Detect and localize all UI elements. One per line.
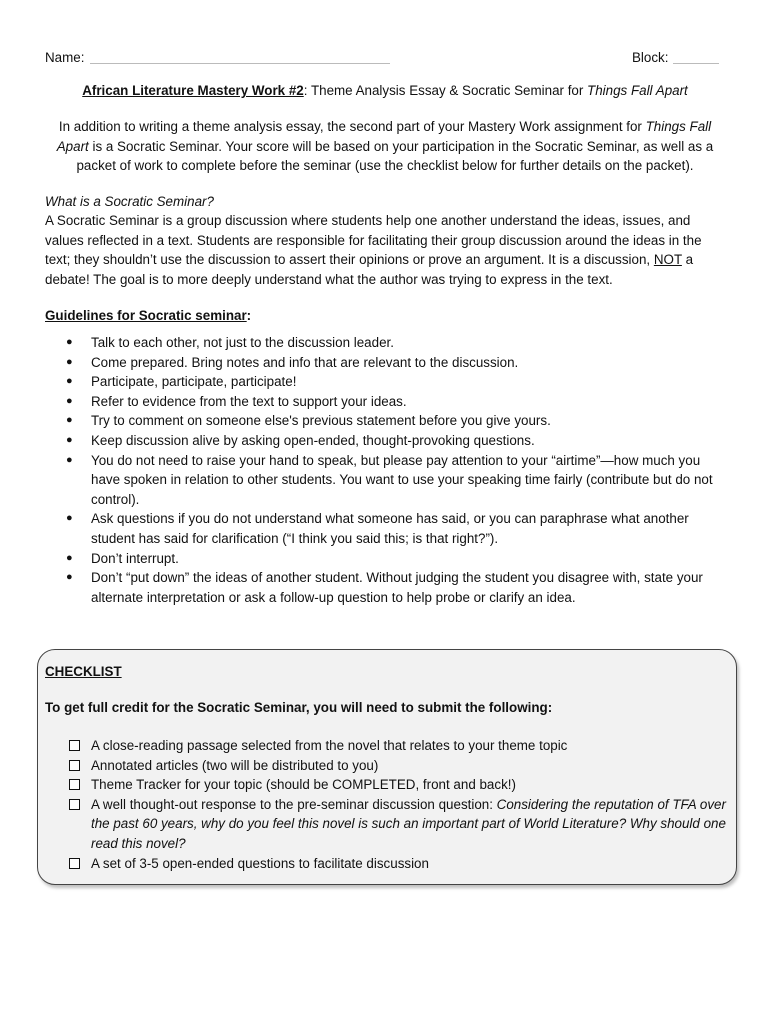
list-item-text: Ask questions if you do not understand what someone has said, or you can paraphrase what another student has said for clarification (“I think you said this; is that right?”). — [91, 511, 689, 546]
bullet-icon: ● — [66, 571, 73, 584]
guidelines-heading-text: Guidelines for Socratic seminar — [45, 308, 247, 323]
list-item-text: Try to comment on someone else's previous statement before you give yours. — [91, 413, 551, 429]
checklist-items — [69, 736, 729, 873]
checkbox-icon[interactable] — [69, 799, 80, 810]
block-label: Block: — [632, 50, 669, 65]
what-body-1: A Socratic Seminar is a group discussion where students help one another understand the ideas, issues, and values reflected in a text. Students are responsible for facilitating their group discussion around the ideas in the text; they shouldn’t use the discussion to assert their opinions or prove an argument. It is a discussion, — [45, 213, 702, 268]
list-item-text: Come prepared. Bring notes and info that are relevant to the discussion. — [91, 354, 519, 370]
bullet-icon: ● — [66, 375, 73, 388]
bullet-icon: ● — [66, 336, 73, 348]
list-item — [45, 431, 725, 451]
checklist-item — [69, 775, 729, 795]
list-item — [45, 509, 725, 548]
intro-text-2: is a Socratic Seminar. Your score will be based on your participation in the Socratic Seminar, as well as a packet of work to complete before the seminar (use the checklist below for further details on the packet). — [76, 138, 714, 174]
list-item-text: Don’t “put down” the ideas of another student. Without judging the student you disagree with, state your alternate interpretation or ask a follow-up question to help probe or clarify an idea. — [91, 570, 703, 605]
what-not-word: NOT — [653, 252, 682, 268]
page-title — [45, 81, 725, 101]
intro-paragraph — [45, 117, 725, 176]
checklist-item-text: Annotated articles (two will be distributed to you) — [91, 757, 379, 773]
list-item — [45, 451, 725, 510]
checklist-title: CHECKLIST — [45, 664, 122, 679]
checklist-item — [69, 736, 729, 756]
bullet-icon: ● — [66, 551, 73, 564]
list-item — [45, 549, 725, 569]
intro-book-2: Apart — [56, 138, 89, 154]
list-item — [45, 411, 725, 431]
guidelines-heading — [45, 306, 251, 326]
guidelines-list — [45, 333, 725, 607]
title-mastery-work: African Literature Mastery Work #2 — [82, 83, 304, 98]
bullet-icon: ● — [66, 394, 73, 407]
checklist-intro: To get full credit for the Socratic Seminar, you will need to submit the following: — [45, 700, 553, 715]
block-blank-line[interactable] — [673, 63, 719, 64]
checklist-item-text: A well thought-out response to the pre-seminar discussion question: — [91, 796, 497, 812]
what-heading: What is a Socratic Seminar? — [45, 194, 214, 209]
checkbox-icon[interactable] — [69, 760, 80, 771]
discussion-question: Considering the reputation of TFA over the past 60 years, why do you feel this novel is such an important part of World Literature? Why should one read this novel? — [91, 796, 726, 851]
name-label: Name: — [45, 50, 85, 65]
intro-book-1: Things Fall — [645, 119, 712, 134]
list-item — [45, 372, 725, 392]
header-line — [45, 48, 725, 68]
checklist-item-text: A close-reading passage selected from the novel that relates to your theme topic — [91, 738, 568, 753]
checkbox-icon[interactable] — [69, 779, 80, 790]
checklist-item — [69, 854, 729, 874]
list-item-text: Refer to evidence from the text to support your ideas. — [91, 393, 407, 409]
checklist-item — [69, 756, 729, 776]
checkbox-icon[interactable] — [69, 740, 80, 751]
bullet-icon: ● — [66, 355, 73, 368]
checklist-item — [69, 795, 729, 854]
list-item — [45, 333, 725, 353]
list-item — [45, 353, 725, 373]
what-body-2: a debate! The goal is to more deeply understand what the author was trying to express in the text. — [45, 252, 694, 287]
title-book: Things Fall Apart — [587, 83, 688, 98]
bullet-icon: ● — [66, 453, 73, 466]
list-item-text: Don’t interrupt. — [91, 550, 179, 566]
what-body — [45, 211, 717, 289]
checkbox-icon[interactable] — [69, 858, 80, 869]
list-item-text: You do not need to raise your hand to speak, but please pay attention to your “airtime”—how much you have spoken in relation to other students. You want to use your speaking time fairly (contribute but do not control). — [91, 452, 713, 507]
checklist-item-text: Theme Tracker for your topic (should be COMPLETED, front and back!) — [91, 777, 516, 793]
title-subtitle: : Theme Analysis Essay & Socratic Seminar for — [303, 83, 588, 98]
list-item — [45, 392, 725, 412]
name-blank-line[interactable] — [90, 63, 390, 64]
intro-text-1: In addition to writing a theme analysis essay, the second part of your Mastery Work assignment for — [58, 119, 646, 134]
list-item-text: Keep discussion alive by asking open-ended, thought-provoking questions. — [91, 432, 535, 448]
bullet-icon: ● — [66, 433, 73, 446]
list-item-text: Participate, participate, participate! — [91, 374, 297, 390]
bullet-icon: ● — [66, 512, 73, 525]
guidelines-heading-colon: : — [246, 308, 252, 323]
list-item-text: Talk to each other, not just to the discussion leader. — [91, 335, 394, 350]
checklist-box — [37, 649, 737, 885]
checklist-item-text: A set of 3-5 open-ended questions to facilitate discussion — [91, 855, 429, 871]
list-item — [45, 568, 725, 607]
bullet-icon: ● — [66, 414, 73, 427]
